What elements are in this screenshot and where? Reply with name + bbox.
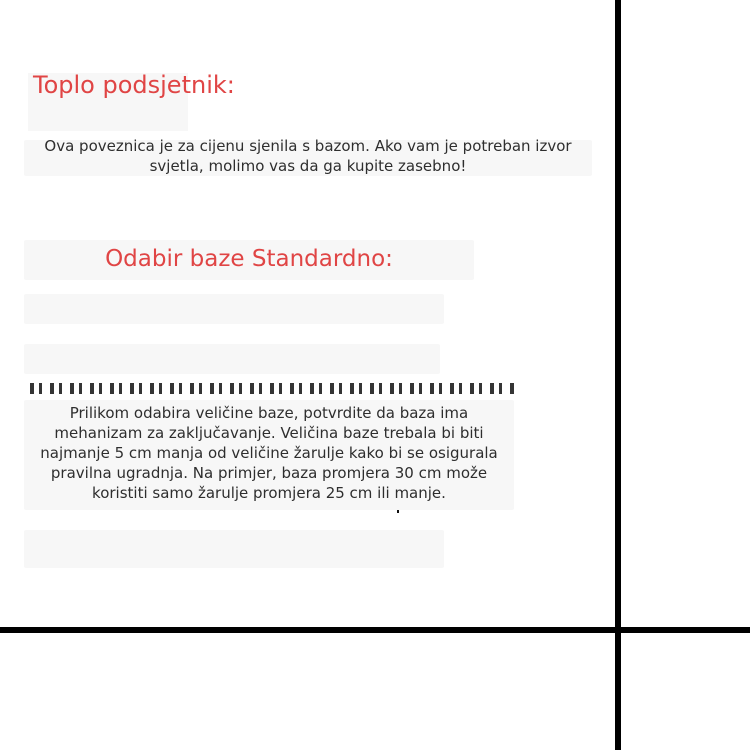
placeholder-line	[24, 344, 440, 374]
vertical-divider-line	[615, 0, 621, 750]
reminder-title: Toplo podsjetnik:	[33, 71, 235, 99]
base-heading: Odabir baze Standardno:	[105, 246, 393, 272]
base-text: Prilikom odabira veličine baze, potvrdite da baza ima mehanizam za zaključavanje. Veličina baze trebala bi biti najmanje 5 cm manja od veličine žarulje kako bi se osigurala pravilna ugradnja. Na primjer, baza promjera 30 cm može koristiti samo žarulje promjera 25 cm ili manje.	[40, 404, 498, 502]
placeholder-line	[24, 530, 444, 568]
reminder-text: Ova poveznica je za cijenu sjenila s bazom. Ako vam je potreban izvor svjetla, molimo vas da ga kupite zasebno!	[44, 137, 572, 175]
placeholder-line	[24, 294, 444, 324]
horizontal-divider-line	[0, 627, 750, 633]
text-artifact-row	[30, 383, 515, 394]
